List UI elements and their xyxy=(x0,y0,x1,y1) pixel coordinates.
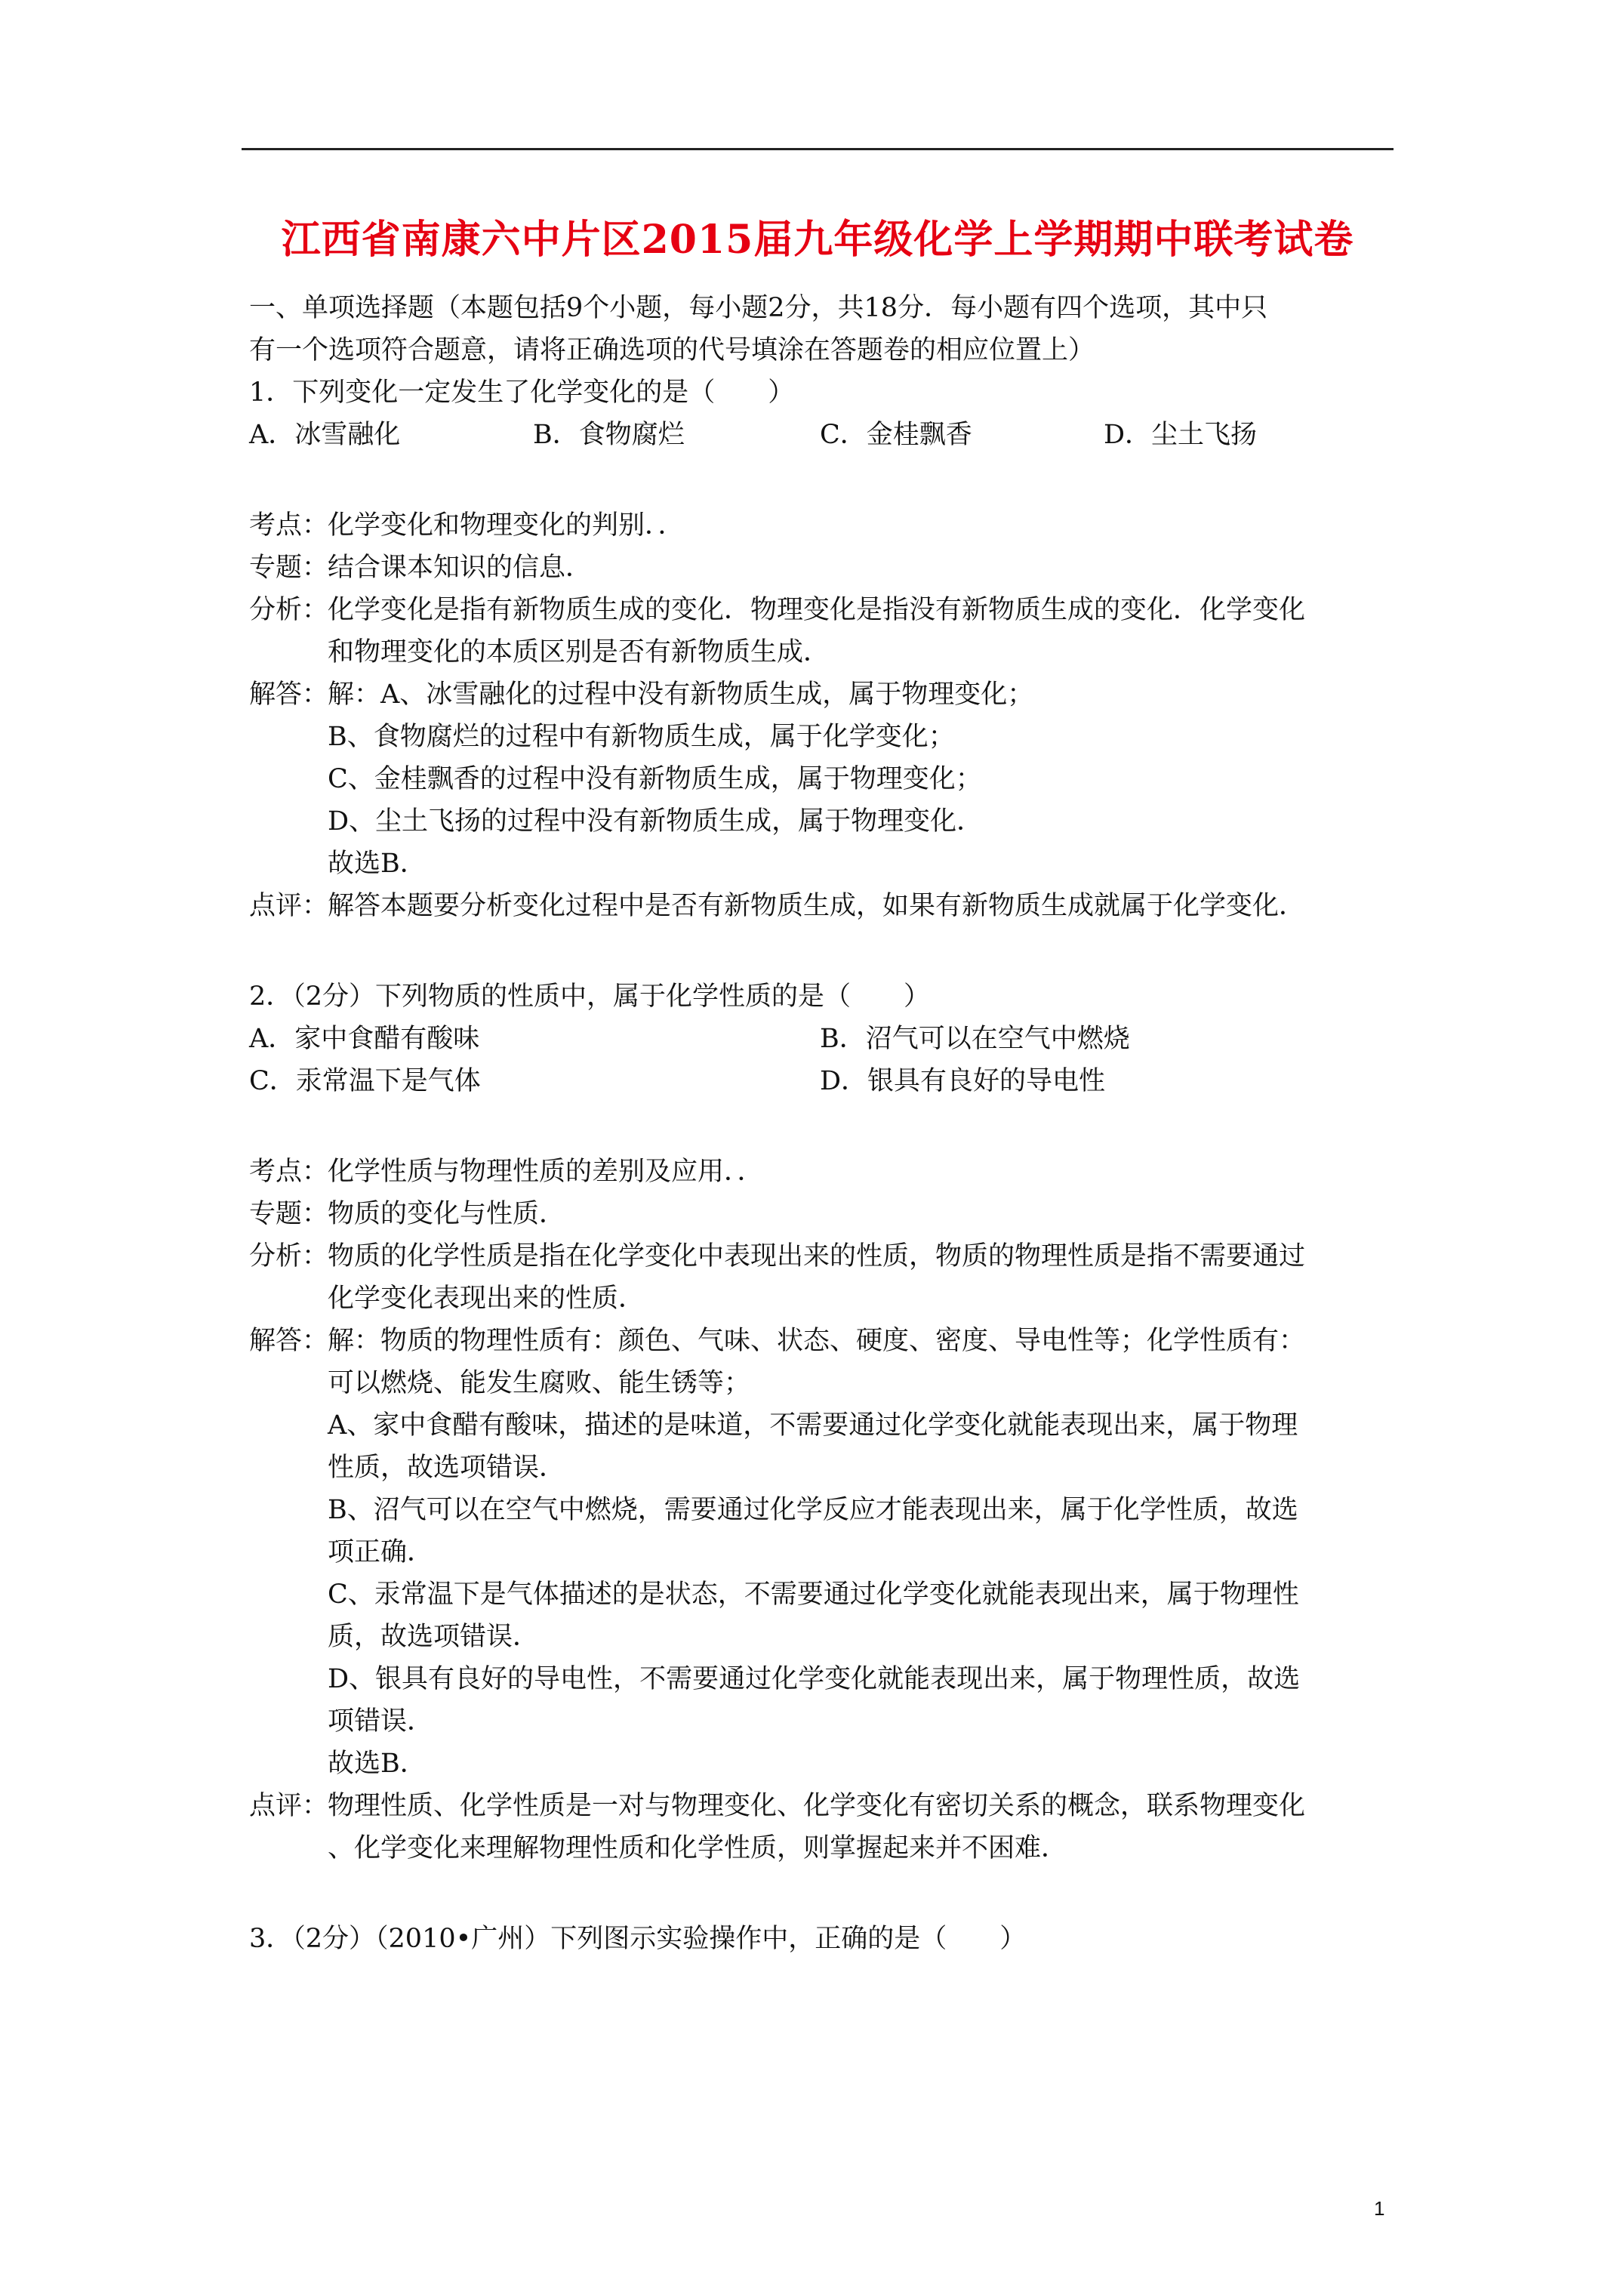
q1-dianping-label: 点评： xyxy=(249,891,329,921)
q2-jieda-line-8: 质，故选项错误． xyxy=(328,1622,540,1652)
q1-fenxi-label: 分析： xyxy=(249,595,329,625)
header-rule xyxy=(242,148,1394,150)
q1-option-a: A．冰雪融化 xyxy=(249,420,401,450)
exam-title: 江西省南康六中片区2015届九年级化学上学期期中联考试卷 xyxy=(281,217,1354,263)
q1-kaodian: 化学变化和物理变化的判别．． xyxy=(328,510,685,541)
q2-jieda-line-11: 故选B． xyxy=(328,1749,427,1779)
q2-kaodian-label: 考点： xyxy=(249,1157,329,1187)
q1-jieda-label: 解答： xyxy=(249,680,329,710)
q1-dianping: 解答本题要分析变化过程中是否有新物质生成，如果有新物质生成就属于化学变化． xyxy=(328,891,1306,921)
q1-zhuanti: 结合课本知识的信息． xyxy=(328,553,593,583)
q1-option-d: D．尘土飞扬 xyxy=(1104,420,1258,450)
q1-option-c: C．金桂飘香 xyxy=(820,420,972,450)
q1-stem: 1．下列变化一定发生了化学变化的是（ ） xyxy=(249,378,795,408)
q2-jieda-line-7: C、汞常温下是气体描述的是状态，不需要通过化学变化就能表现出来，属于物理性 xyxy=(328,1579,1299,1610)
q2-jieda-line-2: 可以燃烧、能发生腐败、能生锈等； xyxy=(328,1368,751,1398)
q2-option-a: A．家中食醋有酸味 xyxy=(249,1024,480,1054)
q2-jieda-line-4: 性质，故选项错误． xyxy=(328,1453,566,1483)
q1-option-b: B．食物腐烂 xyxy=(533,420,685,450)
q2-dianping-label: 点评： xyxy=(249,1791,329,1821)
q2-fenxi-label: 分析： xyxy=(249,1241,329,1271)
q1-jieda-line-3: C、金桂飘香的过程中没有新物质生成，属于物理变化； xyxy=(328,764,982,794)
q1-zhuanti-label: 专题： xyxy=(249,553,329,583)
q2-jieda-line-3: A、家中食醋有酸味，描述的是味道，不需要通过化学变化就能表现出来，属于物理 xyxy=(328,1410,1298,1441)
section-heading-line-2: 有一个选项符合题意，请将正确选项的代号填涂在答题卷的相应位置上） xyxy=(249,335,1095,365)
q2-dianping-line-1: 物理性质、化学性质是一对与物理变化、化学变化有密切关系的概念，联系物理变化 xyxy=(328,1791,1306,1821)
q2-jieda-line-10: 项错误． xyxy=(328,1706,434,1737)
q3-stem: 3．（2分）（2010•广州）下列图示实验操作中，正确的是（ ） xyxy=(249,1924,1027,1954)
q1-jieda-line-5: 故选B． xyxy=(328,849,427,879)
q1-jieda-line-1: 解：A、冰雪融化的过程中没有新物质生成，属于物理变化； xyxy=(328,680,1034,710)
q1-kaodian-label: 考点： xyxy=(249,510,329,541)
q1-fenxi-line-2: 和物理变化的本质区别是否有新物质生成． xyxy=(328,637,830,667)
q2-kaodian: 化学性质与物理性质的差别及应用．． xyxy=(328,1157,764,1187)
q2-jieda-label: 解答： xyxy=(249,1326,329,1356)
q2-fenxi-line-2: 化学变化表现出来的性质． xyxy=(328,1284,645,1314)
q2-option-c: C．汞常温下是气体 xyxy=(249,1066,481,1096)
q2-option-d: D．银具有良好的导电性 xyxy=(820,1066,1106,1096)
section-heading-line-1: 一、单项选择题（本题包括9个小题，每小题2分，共18分．每小题有四个选项，其中只 xyxy=(249,293,1268,323)
q2-stem: 2．（2分）下列物质的性质中，属于化学性质的是（ ） xyxy=(249,982,931,1012)
q2-zhuanti-label: 专题： xyxy=(249,1199,329,1229)
q2-jieda-line-9: D、银具有良好的导电性，不需要通过化学变化就能表现出来，属于物理性质，故选 xyxy=(328,1664,1301,1694)
q2-fenxi-line-1: 物质的化学性质是指在化学变化中表现出来的性质，物质的物理性质是指不需要通过 xyxy=(328,1241,1306,1271)
q1-fenxi-line-1: 化学变化是指有新物质生成的变化．物理变化是指没有新物质生成的变化．化学变化 xyxy=(328,595,1306,625)
q2-zhuanti: 物质的变化与性质． xyxy=(328,1199,566,1229)
q2-option-b: B．沼气可以在空气中燃烧 xyxy=(820,1024,1130,1054)
q2-jieda-line-5: B、沼气可以在空气中燃烧，需要通过化学反应才能表现出来，属于化学性质，故选 xyxy=(328,1495,1298,1525)
q2-jieda-line-1: 解：物质的物理性质有：颜色、气味、状态、硬度、密度、导电性等；化学性质有： xyxy=(328,1326,1306,1356)
q1-jieda-line-2: B、食物腐烂的过程中有新物质生成，属于化学变化； xyxy=(328,722,955,752)
page-number: 1 xyxy=(1374,2197,1385,2220)
q2-dianping-line-2: 、化学变化来理解物理性质和化学性质，则掌握起来并不困难． xyxy=(328,1833,1068,1863)
q1-jieda-line-4: D、尘土飞扬的过程中没有新物质生成，属于物理变化． xyxy=(328,806,984,837)
q2-jieda-line-6: 项正确． xyxy=(328,1537,434,1567)
